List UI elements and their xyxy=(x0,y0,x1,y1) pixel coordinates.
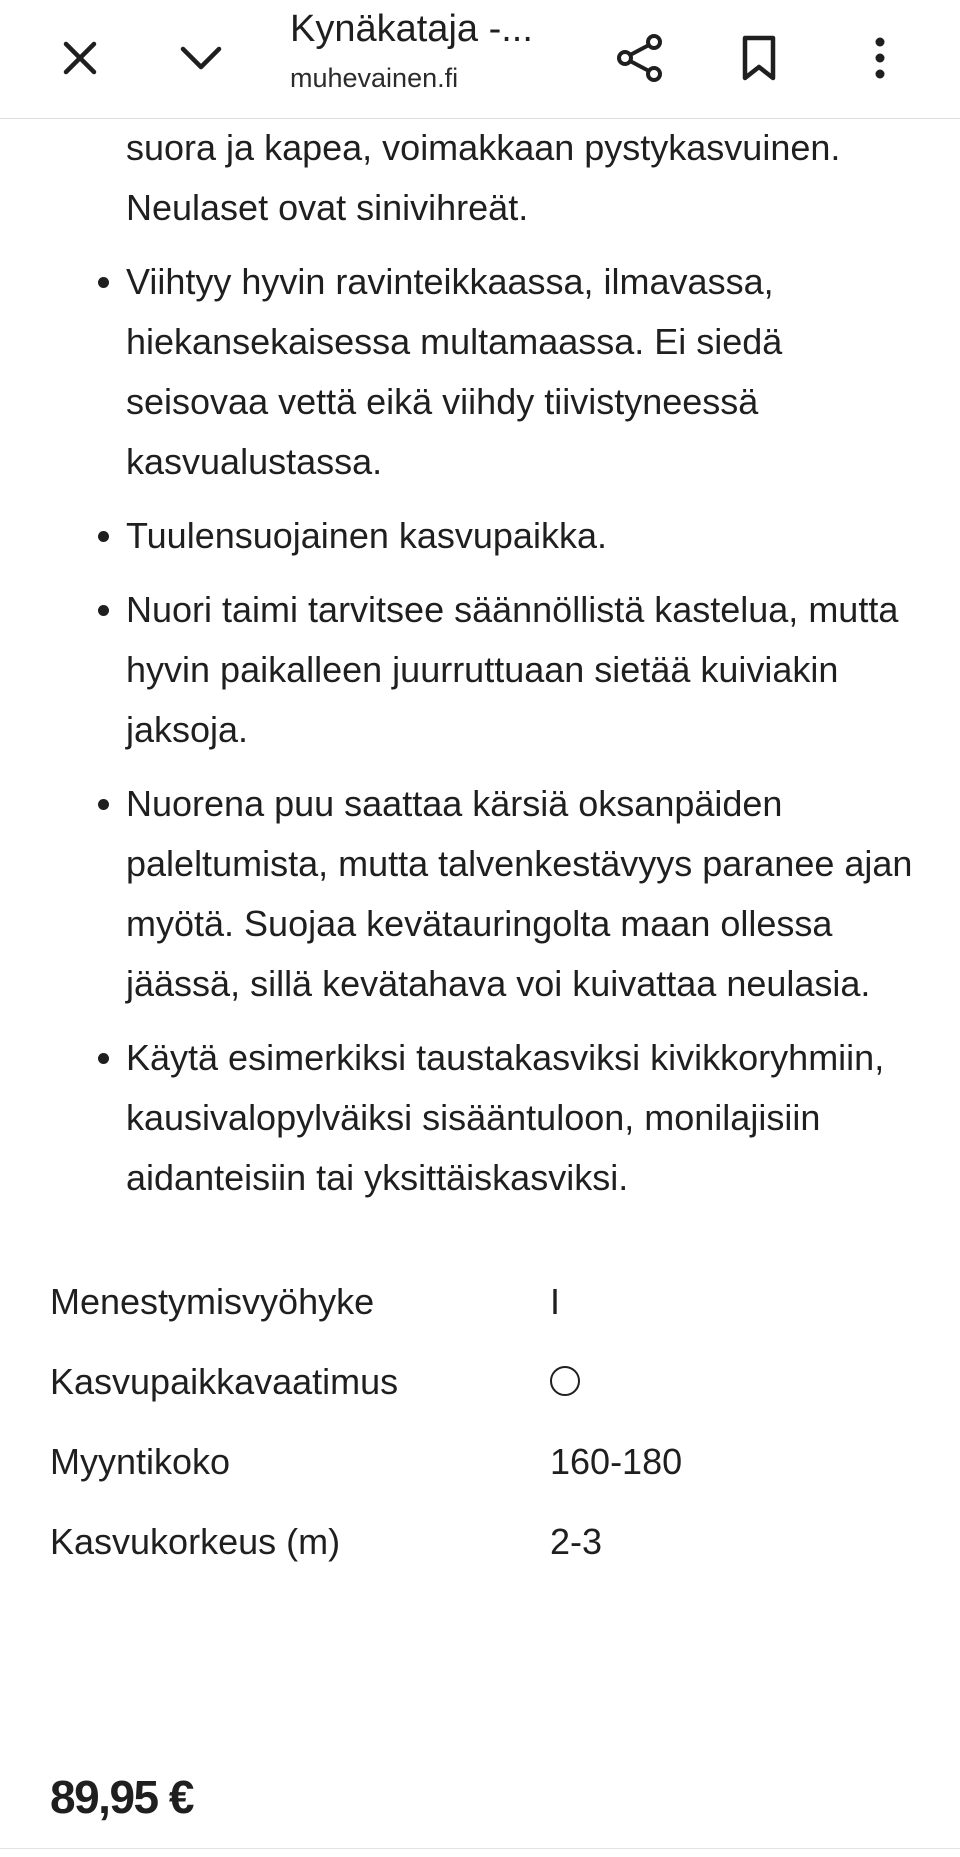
more-vert-icon xyxy=(872,36,888,80)
divider xyxy=(0,1848,960,1849)
list-item: Nuori taimi tarvitsee säännöllistä kastelua, mutta hyvin paikalleen juurruttuaan sietää kuiviakin jaksoja. xyxy=(126,580,926,760)
close-button[interactable] xyxy=(44,22,116,94)
description-partial-text: suora ja kapea, voimakkaan pystykasvuinen. Neulaset ovat sinivihreät. xyxy=(126,127,841,228)
more-options-button[interactable] xyxy=(844,22,916,94)
share-button[interactable] xyxy=(604,22,676,94)
share-icon xyxy=(615,33,665,83)
page-title: Kynäkataja -... xyxy=(290,8,533,50)
chevron-down-icon xyxy=(179,43,223,73)
spec-label: Kasvupaikkavaatimus xyxy=(50,1361,399,1402)
browser-top-bar xyxy=(0,0,960,119)
list-item: Tuulensuojainen kasvupaikka. xyxy=(126,506,926,566)
bookmark-button[interactable] xyxy=(723,22,795,94)
expand-button[interactable] xyxy=(165,22,237,94)
spec-row-growth-height xyxy=(50,1502,910,1582)
list-item: Nuorena puu saattaa kärsiä oksanpäiden paleltumista, mutta talvenkestävyys paranee ajan myötä. Suojaa kevätauringolta maan ollessa jäässä, sillä kevätahava voi kuivattaa neulasia. xyxy=(126,774,926,1014)
sun-circle-icon xyxy=(550,1366,580,1396)
spec-row-sale-size xyxy=(50,1422,910,1502)
close-icon xyxy=(60,38,100,78)
spec-value: 2-3 xyxy=(550,1521,603,1562)
spec-value: I xyxy=(550,1281,561,1322)
product-specs-table xyxy=(50,1262,910,1582)
spec-value xyxy=(550,1342,580,1422)
spec-label: Myyntikoko xyxy=(50,1441,231,1482)
spec-value: 160-180 xyxy=(550,1441,683,1482)
product-price: 89,95 € xyxy=(50,1771,193,1823)
list-item: Viihtyy hyvin ravinteikkaassa, ilmavassa, hiekansekaisessa multamaassa. Ei siedä seisovaa vettä eikä viihdy tiivistyneessä kasvualustassa. xyxy=(126,252,926,492)
list-item: Käytä esimerkiksi taustakasviksi kivikkoryhmiin, kausivalopylväiksi sisääntuloon, monilajisiin aidanteisiin tai yksittäiskasviksi. xyxy=(126,1028,926,1208)
page-domain: muhevainen.fi xyxy=(290,63,459,93)
spec-row-site-requirement xyxy=(50,1342,910,1422)
spec-label: Menestymisvyöhyke xyxy=(50,1281,375,1322)
bookmark-icon xyxy=(739,34,779,82)
page-title-block xyxy=(290,4,580,98)
spec-label: Kasvukorkeus (m) xyxy=(50,1521,341,1562)
description-bullet-list xyxy=(126,252,926,1222)
spec-row-hardiness-zone xyxy=(50,1262,910,1342)
